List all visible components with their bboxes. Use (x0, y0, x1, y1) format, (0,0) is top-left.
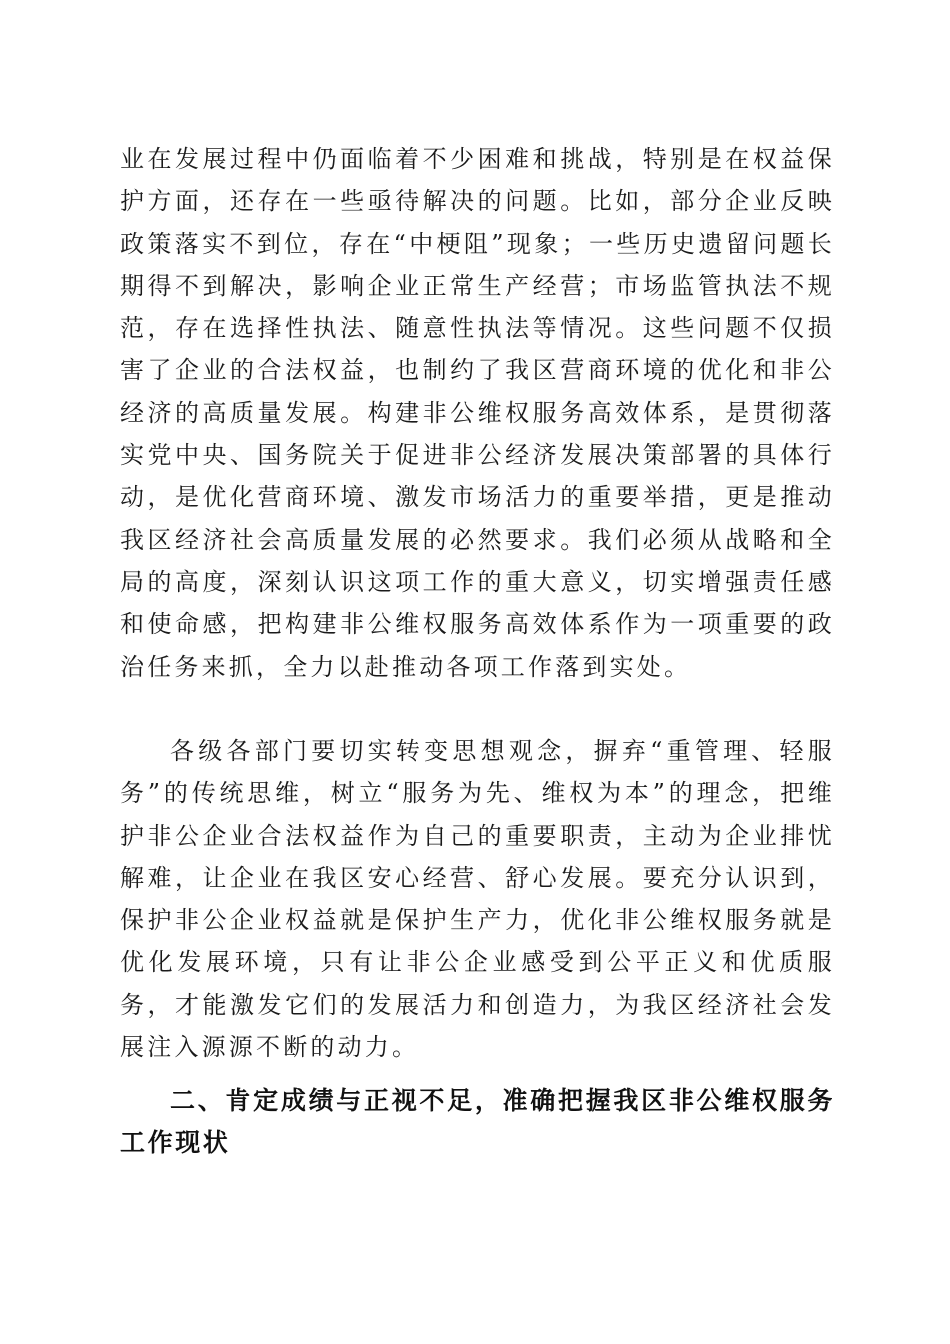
body-paragraph: 各级各部门要切实转变思想观念，摒弃“重管理、轻服务”的传统思维，树立“服务为先、维权为本”的理念，把维护非公企业合法权益作为自己的重要职责，主动为企业排忧解难，让企业在我区安心经营、舒心发展。要充分认识到，保护非公企业权益就是保护生产力，优化非公维权服务就是优化发展环境，只有让非公企业感受到公平正义和优质服务，才能激发它们的发展活力和创造力，为我区经济社会发展注入源源不断的动力。 (120, 737, 835, 1062)
section-heading: 二、肯定成绩与正视不足，准确把握我区非公维权服务工作现状 (120, 1086, 835, 1157)
body-paragraph-continued: 业在发展过程中仍面临着不少困难和挑战，特别是在权益保护方面，还存在一些亟待解决的问题。比如，部分企业反映政策落实不到位，存在“中梗阻”现象；一些历史遗留问题长期得不到解决，影响企业正常生产经营；市场监管执法不规范，存在选择性执法、随意性执法等情况。这些问题不仅损害了企业的合法权益，也制约了我区营商环境的优化和非公经济的高质量发展。构建非公维权服务高效体系，是贯彻落实党中央、国务院关于促进非公经济发展决策部署的具体行动，是优化营商环境、激发市场活力的重要举措，更是推动我区经济社会高质量发展的必然要求。我们必须从战略和全局的高度，深刻认识这项工作的重大意义，切实增强责任感和使命感，把构建非公维权服务高效体系作为一项重要的政治任务来抓，全力以赴推动各项工作落到实处。 (120, 145, 835, 681)
